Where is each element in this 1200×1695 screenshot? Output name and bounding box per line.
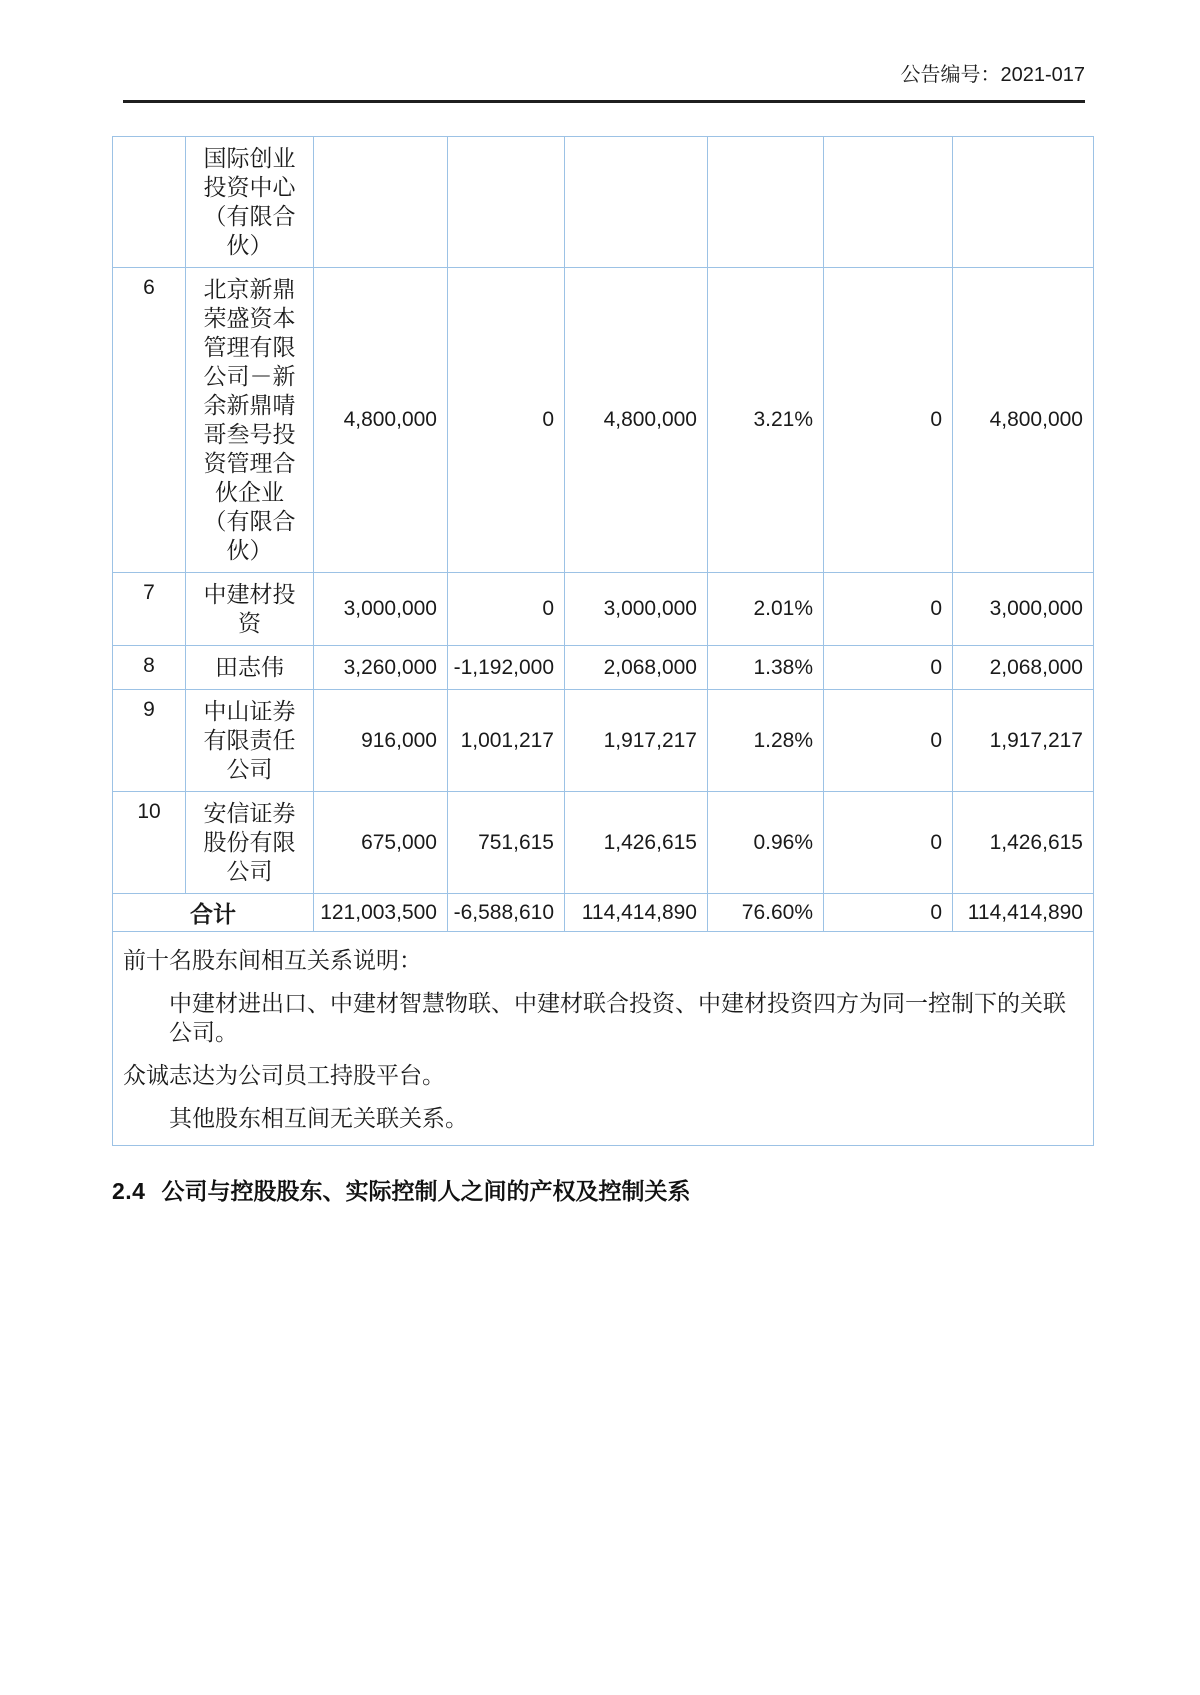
value-cell xyxy=(708,137,824,268)
rank-cell: 8 xyxy=(113,646,186,690)
announcement-number-label: 公告编号： xyxy=(900,64,1001,86)
total-value-cell: -6,588,610 xyxy=(448,894,565,932)
note-line: 中建材进出口、中建材智慧物联、中建材联合投资、中建材投资四方为同一控制下的关联公司。 xyxy=(169,991,1066,1045)
page-content xyxy=(112,62,1093,1206)
value-cell: 1.28% xyxy=(708,690,824,792)
table-row xyxy=(113,268,1094,573)
table-notes-row xyxy=(113,932,1094,1146)
value-cell: 0 xyxy=(824,573,953,646)
top-shareholders-table xyxy=(112,136,1094,1146)
value-cell: 4,800,000 xyxy=(953,268,1094,573)
value-cell xyxy=(314,137,448,268)
value-cell: 4,800,000 xyxy=(565,268,708,573)
header-divider-rule xyxy=(123,100,1085,103)
value-cell: 3,000,000 xyxy=(565,573,708,646)
total-value-cell: 114,414,890 xyxy=(565,894,708,932)
total-value-cell: 76.60% xyxy=(708,894,824,932)
value-cell: 2,068,000 xyxy=(953,646,1094,690)
note-line: 其他股东相互间无关联关系。 xyxy=(169,1106,468,1131)
value-cell: 1,001,217 xyxy=(448,690,565,792)
value-cell: 2.01% xyxy=(708,573,824,646)
rank-cell xyxy=(113,137,186,268)
value-cell: 1.38% xyxy=(708,646,824,690)
notes-title: 前十名股东间相互关系说明： xyxy=(123,948,422,973)
table-row xyxy=(113,792,1094,894)
value-cell: 675,000 xyxy=(314,792,448,894)
announcement-number-value: 2021-017 xyxy=(1000,64,1085,86)
table-row xyxy=(113,690,1094,792)
section-title: 公司与控股股东、实际控制人之间的产权及控制关系 xyxy=(161,1178,691,1204)
shareholder-name-cell: 安信证券股份有限公司 xyxy=(186,792,314,894)
value-cell: 0 xyxy=(824,646,953,690)
value-cell: 3.21% xyxy=(708,268,824,573)
section-number: 2.4 xyxy=(112,1178,146,1204)
value-cell: 0 xyxy=(824,690,953,792)
value-cell: 1,426,615 xyxy=(953,792,1094,894)
value-cell xyxy=(824,137,953,268)
total-label-cell: 合计 xyxy=(113,894,314,932)
value-cell xyxy=(953,137,1094,268)
shareholder-relationship-notes xyxy=(113,932,1094,1146)
total-value-cell: 121,003,500 xyxy=(314,894,448,932)
table-row-continued xyxy=(113,137,1094,268)
total-value-cell: 0 xyxy=(824,894,953,932)
rank-cell: 7 xyxy=(113,573,186,646)
value-cell: 1,917,217 xyxy=(953,690,1094,792)
table-row xyxy=(113,573,1094,646)
value-cell: 2,068,000 xyxy=(565,646,708,690)
value-cell: 0 xyxy=(448,573,565,646)
value-cell: 0 xyxy=(448,268,565,573)
note-line: 众诚志达为公司员工持股平台。 xyxy=(123,1063,445,1088)
section-heading-2-4 xyxy=(112,1176,1093,1206)
shareholder-name-cell: 国际创业投资中心（有限合伙） xyxy=(186,137,314,268)
shareholder-name-cell: 北京新鼎荣盛资本管理有限公司－新余新鼎啨哥叁号投资管理合伙企业（有限合伙） xyxy=(186,268,314,573)
value-cell: 4,800,000 xyxy=(314,268,448,573)
shareholder-name-cell: 田志伟 xyxy=(186,646,314,690)
value-cell: 1,917,217 xyxy=(565,690,708,792)
value-cell: 1,426,615 xyxy=(565,792,708,894)
value-cell xyxy=(448,137,565,268)
value-cell: 0.96% xyxy=(708,792,824,894)
value-cell: 916,000 xyxy=(314,690,448,792)
value-cell: 0 xyxy=(824,268,953,573)
value-cell: -1,192,000 xyxy=(448,646,565,690)
shareholder-name-cell: 中山证券有限责任公司 xyxy=(186,690,314,792)
value-cell: 3,260,000 xyxy=(314,646,448,690)
total-value-cell: 114,414,890 xyxy=(953,894,1094,932)
value-cell xyxy=(565,137,708,268)
value-cell: 3,000,000 xyxy=(953,573,1094,646)
rank-cell: 10 xyxy=(113,792,186,894)
shareholder-name-cell: 中建材投资 xyxy=(186,573,314,646)
value-cell: 751,615 xyxy=(448,792,565,894)
rank-cell: 6 xyxy=(113,268,186,573)
value-cell: 0 xyxy=(824,792,953,894)
value-cell: 3,000,000 xyxy=(314,573,448,646)
announcement-number-line xyxy=(112,62,1093,88)
rank-cell: 9 xyxy=(113,690,186,792)
table-row xyxy=(113,646,1094,690)
table-total-row xyxy=(113,894,1094,932)
